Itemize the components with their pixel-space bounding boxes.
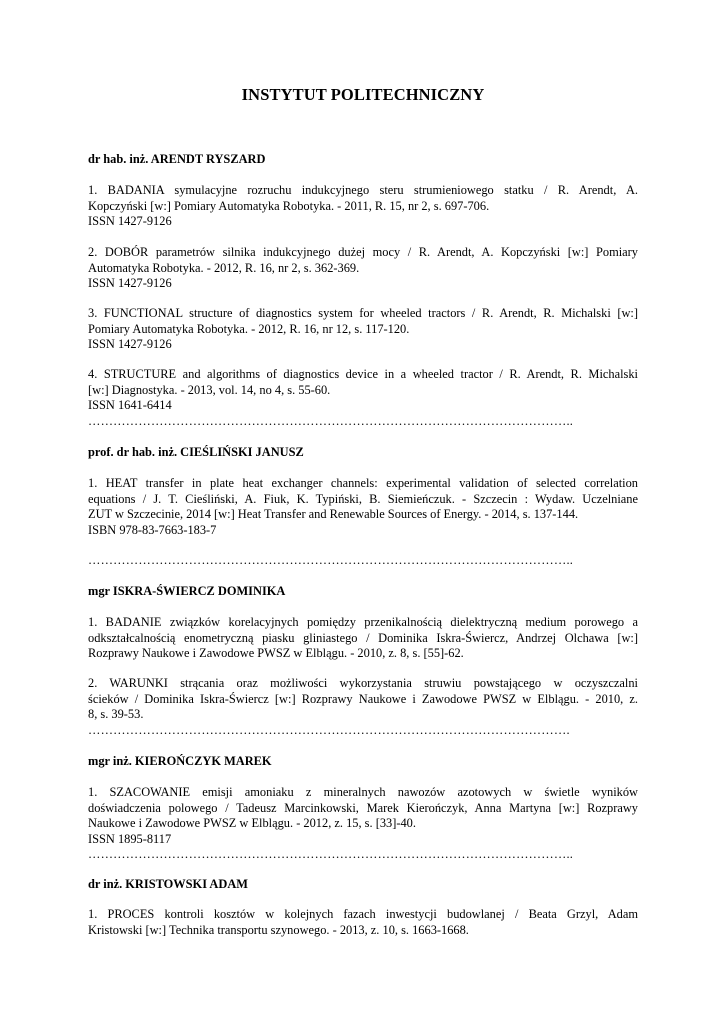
entry-line: Kristowski [w:] Technika transportu szynowego. - 2013, z. 10, s. 1663-1668. — [88, 922, 469, 937]
bibliography-entry — [88, 907, 638, 938]
entry-line: 8, s. 39-53. — [88, 707, 144, 722]
bibliography-entry — [88, 676, 638, 723]
entry-line: 1. SZACOWANIE emisji amoniaku z mineralnych nawozów azotowych w świetle wyników — [88, 785, 638, 799]
bibliography-entry — [88, 306, 638, 353]
author-heading: prof. dr hab. inż. CIEŚLIŃSKI JANUSZ — [88, 445, 304, 459]
entry-line: [w:] Diagnostyka. - 2013, vol. 14, no 4, s. 55-60. — [88, 382, 331, 397]
author-heading: mgr inż. KIEROŃCZYK MAREK — [88, 754, 272, 768]
section-separator: …………………………………………………………………………………………………….. — [88, 553, 574, 567]
author-heading: dr hab. inż. ARENDT RYSZARD — [88, 152, 266, 166]
entry-line: 1. PROCES kontroli kosztów w kolejnych fazach inwestycji budowlanej / Beata Grzyl, Adam — [88, 907, 638, 921]
bibliography-entry — [88, 183, 638, 230]
entry-line: Automatyka Robotyka. - 2012, R. 16, nr 2, s. 362-369. — [88, 260, 360, 275]
author-heading: dr inż. KRISTOWSKI ADAM — [88, 877, 248, 891]
entry-line: ISSN 1427-9126 — [88, 214, 172, 229]
bibliography-entry — [88, 785, 638, 847]
entry-line: Naukowe i Zawodowe PWSZ w Elblągu. - 2012, z. 15, s. [33]-40. — [88, 816, 416, 831]
entry-line: odkształcalnością enometryczną piasku gliniastego / Dominika Iskra-Świercz, Andrzej Olchawa [w:] — [88, 630, 638, 645]
entry-line: 2. WARUNKI strącania oraz możliwości wykorzystania struwiu powstającego w oczyszczalni — [88, 676, 638, 690]
entry-line: 1. HEAT transfer in plate heat exchanger channels: experimental validation of selected correlation — [88, 476, 638, 490]
entry-line: ISSN 1641-6414 — [88, 398, 172, 413]
entry-line: Pomiary Automatyka Robotyka. - 2012, R. 16, nr 12, s. 117-120. — [88, 321, 410, 336]
entry-line: equations / J. T. Cieśliński, A. Fiuk, K. Typiński, B. Siemieńczuk. - Szczecin : Wydaw. Uczelniane — [88, 491, 638, 506]
section-separator: …………………………………………………………………………………………………….. — [88, 847, 574, 861]
bibliography-entry — [88, 367, 638, 414]
section-separator: …………………………………………………………………………………………………….. — [88, 414, 574, 428]
entry-line: 1. BADANIA symulacyjne rozruchu indukcyjnego steru strumieniowego statku / R. Arendt, A. — [88, 183, 638, 197]
author-heading: mgr ISKRA-ŚWIERCZ DOMINIKA — [88, 584, 286, 598]
section-separator: ……………………………………………………………………………………………………. — [88, 723, 570, 737]
entry-line: ISSN 1427-9126 — [88, 337, 172, 352]
entry-line: ISSN 1427-9126 — [88, 276, 172, 291]
entry-line: ISSN 1895-8117 — [88, 831, 172, 846]
bibliography-entry — [88, 476, 638, 538]
page-title: INSTYTUT POLITECHNICZNY — [241, 85, 485, 104]
bibliography-entry — [88, 245, 638, 292]
entry-line: 4. STRUCTURE and algorithms of diagnostics device in a wheeled tractor / R. Arendt, R. Michalski — [88, 367, 638, 381]
bibliography-entry — [88, 615, 638, 662]
entry-line: ZUT w Szczecinie, 2014 [w:] Heat Transfer and Renewable Sources of Energy. - 2014, s. 137-144. — [88, 507, 579, 522]
entry-line: Kopczyński [w:] Pomiary Automatyka Robotyka. - 2011, R. 15, nr 2, s. 697-706. — [88, 198, 490, 213]
entry-line: 1. BADANIE związków korelacyjnych pomiędzy przenikalnością dielektryczną medium porowego a — [88, 615, 638, 629]
entry-line: ISBN 978-83-7663-183-7 — [88, 522, 217, 537]
entry-line: 2. DOBÓR parametrów silnika indukcyjnego dużej mocy / R. Arendt, A. Kopczyński [w:] Pomiary — [88, 245, 638, 259]
entry-line: ścieków / Dominika Iskra-Świercz [w:] Rozprawy Naukowe i Zawodowe PWSZ w Elblągu. - 2010, z. — [88, 691, 638, 706]
entry-line: Rozprawy Naukowe i Zawodowe PWSZ w Elblągu. - 2010, z. 8, s. [55]-62. — [88, 646, 464, 661]
entry-line: doświadczenia polowego / Tadeusz Marcinkowski, Marek Kierończyk, Anna Martyna [w:] Rozprawy — [88, 800, 638, 815]
entry-line: 3. FUNCTIONAL structure of diagnostics system for wheeled tractors / R. Arendt, R. Michalski [w:] — [88, 306, 638, 320]
